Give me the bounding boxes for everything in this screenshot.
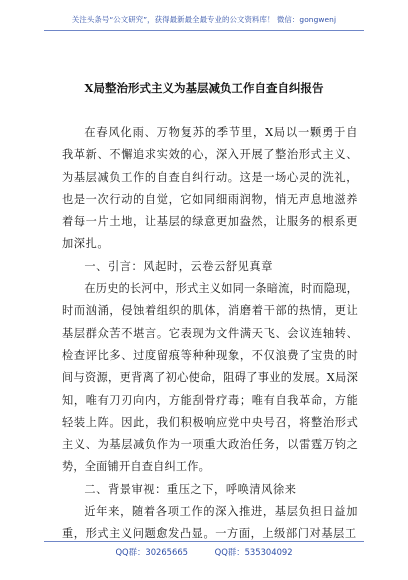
- section-heading-2: 二、背景审视：重压之下，呼唤清风徐来: [84, 482, 297, 496]
- paragraph-intro: 在春风化雨、万物复苏的季节里，X局以一颗勇于自我革新、不懈追求实效的心，深入开展了整治形式主义、为基层减负工作的自查自纠行动。这是一场心灵的洗礼，也是一次行动的自觉，它如同细雨润物，悄无声息地滋养着每一片土地，让基层的绿意更加盎然，让服务的根系更加深扎。: [62, 126, 358, 251]
- paragraph-section-2: 近年来，随着各项工作的深入推进，基层负担日益加重，形式主义问题愈发凸显。一方面，上级部门对基层工: [62, 505, 358, 541]
- footer: [0, 546, 408, 558]
- section-heading-1: 一、引言：风起时，云卷云舒见真章: [84, 259, 273, 273]
- footer-divider: [44, 541, 364, 542]
- document-title: X局整治形式主义为基层减负工作自查自纠报告: [84, 81, 324, 95]
- header-banner: 关注头条号“公文研究”，获得最新最全最专业的公文资料库！ 微信：gongwenj: [71, 15, 337, 24]
- footer-qq-group-2: QQ群：535304092: [214, 547, 293, 557]
- paragraph-section-1: 在历史的长河中，形式主义如同一条暗流，时而隐现，时而汹涌，侵蚀着组织的肌体，消磨着干部的热情，更让基层群众苦不堪言。它表现为文件满天飞、会议连轴转、检查评比多、过度留痕等种种现象，不仅浪费了宝贵的时间与资源，更背离了初心使命，阻碍了事业的发展。X局深知，唯有刀刃向内，方能刮骨疗毒；唯有自我革命，方能轻装上阵。因此，我们积极响应党中央号召，将整治形式主义、为基层减负作为一项重大政治任务，以雷霆万钧之势，全面铺开自查自纠工作。: [62, 282, 358, 474]
- document-body: [62, 122, 358, 546]
- header-divider: [44, 30, 364, 31]
- footer-qq-group-1: QQ群：30265665: [115, 547, 188, 557]
